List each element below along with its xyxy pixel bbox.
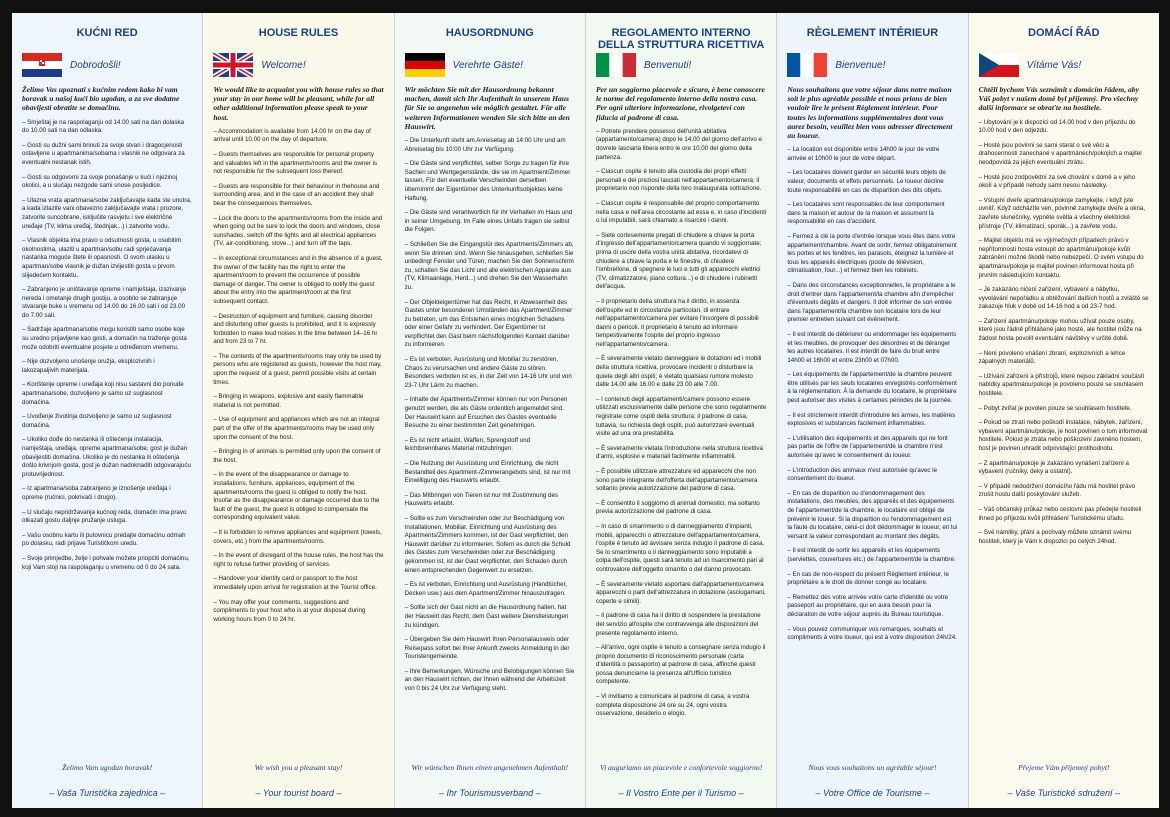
rule-item: – Lock the doors to the apartments/rooms from the inside and when going out be sure to lock the doors and windows, close sunshades, switch off the lights and all electrical appliances (TV, air-conditioning, stove...) and turn off the taps.: [213, 214, 383, 248]
closing-text: Wir wünschen Ihnen einen angenehmen Aufenthalt!: [411, 763, 569, 772]
rule-item: – Il proprietario della struttura ha il diritto, in assenza dell'ospite ed in circostanze particolari, di entrare nell'appartamento/camera per evitare l'insorgere di possibili danni o pericoli. Il proprietario è tenuto ad informare tempestivamente l'ospite del proprio ingresso nell'appartamento/camera.: [595, 297, 759, 348]
rule-item: – Guests are responsible for their behaviour in thehouse and surrounding area, and in the case of an accident they shall bear the consequences themselves.: [213, 182, 380, 207]
rule-item: – Sollte sich der Gast nicht an die Hausordnung halten, hat der Hauswirt das Recht, dem Gast weitere Dienstleistungen zu kündigen.: [404, 604, 569, 629]
closing-text: We wish you a pleasant stay!: [254, 763, 343, 772]
rule-item: – Nije dozvoljeno unošenje oružja, eksplozivnih i lakozapaljivih materijala.: [22, 358, 155, 374]
italy-flag-icon: [596, 53, 636, 77]
column-french: [777, 13, 968, 808]
rule-item: – The contents of the apartments/rooms may only be used by persons who are registered as guests, however the host may, upon the request of a guest, permit possible visits at certain times.: [213, 352, 382, 386]
rule-item: – Guests themselves are responsible for personal property and valuables left in the apartments/rooms and the owner is not responsible for the subsequent loss thereof.: [213, 151, 378, 176]
rules-list: [596, 128, 766, 719]
signature: – Votre Office de Tourisme –: [815, 788, 930, 798]
rule-item: – It is forbidden to remove appliances and equipment (towels, covers, etc.) from the apartments/rooms.: [213, 528, 382, 545]
rule-item: – Es ist verboten, Ausrüstung und Mobiliar zu zerstören, Chaos zu verursachen und andere Gäste zu stören. Besonders verboten ist es, in der Zeit von 14-16 Uhr und von 23-7 Uhr Lärm zu machen.: [404, 356, 572, 389]
rule-item: – Své námitky, přání a pochvaly můžete oznámit svému hostiteli, který je Vám k dispozici po celých 24hod.: [978, 529, 1132, 545]
rule-item: – Ciascun ospite è tenuto alla custodia dei propri effetti personali e dei preziosi lasciati nell'appartamento/camera; il proprietario non risponde della loro malaugurata sottrazione.: [595, 168, 762, 193]
rule-item: – Zabranjeno je uništavanje opreme i namještaja, izazivanje nereda i ometanje drugih gostiju, a osobito se zabranjuje stvaranje buke u vremenu od 14.00 do 16.00 sati i od 23.00 do 7.00 sati.: [22, 286, 187, 319]
uk-flag-icon: [213, 53, 253, 77]
rule-item: – È severamente vietato asportare dall'appartamento/camera apparecchi o parti dell'attrezzatura in dotazione (asciugamani, coperte e simili).: [595, 580, 766, 605]
closing-text: Nous vous souhaitons un agréable séjour!: [808, 763, 937, 772]
rule-item: – È severamente vietato danneggiare le dotazioni ed i mobili della struttura ricettiva, provocare incidenti o disturbare la quiete degli altri ospiti; è vietato qualsiasi rumore molesto dalle 14.00 alle 16.00 e dalle 23.00 alle 7.00.: [595, 355, 762, 389]
rule-item: – È severamente vietata l'introduzione nella struttura ricettiva d'armi, esplosivi e materiali facilmente infiammabili.: [595, 444, 763, 461]
rule-item: – You may offer your comments, suggestions and compliments to your host who is at your disposal during working hours from 0 to 24 hr.: [213, 598, 366, 623]
rule-item: – Bringing in weapons, explosive and easily flammable material is not permitted.: [213, 393, 364, 409]
rule-item: – È possibile utilizzare attrezzature ed apparecchi che non sono parte integrante dell'offerta dell'appartamento/camera soltanto previa autorizzazione del padrone di casa.: [595, 468, 758, 493]
signature: – Ihr Tourismusverband –: [438, 788, 541, 798]
column-title: DOMÁCÍ ŘÁD: [1028, 27, 1100, 39]
rule-item: – Gosti su odgovorni za svoje ponašanje u kući i njezinoj okolici, a u slučaju nezgode sami snose posljedice.: [22, 173, 178, 190]
rule-item: – Es ist verboten, Einrichtung und Ausrüstung (Handtücher, Decken usw.) aus dem Apartment/Zimmer hinauszutragen.: [404, 581, 568, 597]
column-title: RÈGLEMENT INTÉRIEUR: [806, 27, 939, 39]
column-italian: [586, 13, 777, 808]
rule-item: – En cas de non-respect du présent Règlement intérieur, le propriétaire a le droit de donner congé au locataire.: [787, 570, 949, 587]
flag-row: [596, 53, 766, 77]
column-czech: [969, 13, 1159, 808]
intro-text: Wir möchten Sie mit der Hausordnung bekannt machen, damit sich Ihr Aufenthalt in unserem Haus für Sie so angenehm wie möglich gestaltet. Für alle weiteren Informationen wenden Sie sich bitte an den Hauswirt.: [404, 85, 570, 131]
germany-flag-icon: [405, 53, 445, 77]
column-croatian: [12, 13, 203, 808]
signature: – Your tourist board –: [255, 788, 342, 798]
rule-item: – Accommodation is available from 14.00 hr on the day of arrival until 10.00 on the day of departure.: [213, 127, 371, 144]
signature: – Il Vostro Ente per il Turismo –: [618, 788, 744, 798]
rule-item: – Vašu osobnu kartu ili putovnicu predajte domaćinu odmah po dolasku, radi prijave Turističkom uredu.: [22, 531, 186, 548]
rule-item: – Inhalte der Apartments/Zimmer können nur von Personen genutzt werden, die als Gäste ordentlich angemeldet sind. Der Hauswirt kann auf Ersuchen des Gastes eventuelle Besuche zu einer bestimmten Zeit genehmigen.: [404, 396, 568, 430]
flag-row: [22, 53, 192, 77]
welcome-text: Dobrodošli!: [70, 59, 121, 71]
rules-list: [405, 137, 575, 694]
rule-item: – U slučaju nepridržavanja kućnog reda, domaćin ima pravo otkazati gostu daljnje pružanje usluga.: [22, 508, 187, 525]
rule-item: – Vous pouvez communiquer vos remarques, souhaits et compliments à votre loueur, qui est à votre disposition 24h/24.: [787, 625, 957, 642]
column-title: HOUSE RULES: [258, 27, 339, 39]
flag-row: [213, 53, 383, 77]
rule-item: – Z apartmánu/pokoje je zakázáno vynášení zařízení a vybavení (ručníky, deky a ostatní).: [978, 459, 1129, 476]
rule-item: – Vlasnik objekta ima pravo u odsutnosti gosta, u osobitim okolnostima, ulaziti u apartman/sobu radi sprječavanja nastanka moguće štete ili opasnosti. O svom ulasku u apartman/sobe vlasnik je dužan izvijestiti gosta u prvom slijedećem kontaktu.: [22, 237, 182, 279]
rule-item: – Ciascun ospite è responsabile del proprio comportamento nella casa e nell'area circostante ad essa e, in caso d'incidenti o lui imputabili, sarà chiamato a risarcire i danni.: [595, 199, 767, 225]
rule-item: – In exceptional circumstances and in the absence of a guest, the owner of the facility has the right to enter the apartment/room to prevent the occurrence of possible damage or danger. The owner is obliged to notify the guest about the entry into the apartment/room at the first subsequent contact.: [213, 254, 383, 305]
rule-item: – Iz apartmana/soba zabranjeno je iznošenje uređaja i opreme (ručnici, pokrivači i drugo).: [22, 485, 171, 501]
rule-item: – In caso di smarrimento o di danneggiamento d'impianti, mobili, apparecchi o attrezzature dell'appartamento/camera, l'ospite è tenuto ad avvisare senza indugio il padrone di casa. Se lo smarrimento o il danneggiamento sono imputabili a colpa dell'ospite, questi sarà tenuto ad un risarcimento pari al controvalore dell'oggetto smarrito o del danno provocato.: [595, 522, 765, 573]
rule-item: – Sadržaje apartmana/sobe mogu koristiti samo osobe koje su uredno prijavljene kao gosti, a domaćin na traženje gosta može odobriti eventualne posjete u određenom vremenu.: [22, 326, 187, 351]
rule-item: – Uvođenje životinja dozvoljeno je samo uz suglasnost domaćina.: [22, 413, 172, 429]
rule-item: – Die Gäste sind verantwortlich für ihr Verhalten im Haus und in seiner Umgebung. Im Falle eines Unfalls tragen sie selbst die Folgen.: [404, 209, 573, 234]
rule-item: – L'introduction des animaux n'est autorisée qu'avec le consentement du loueur.: [787, 466, 938, 483]
rule-item: – En cas de disparition ou d'endommagement des installations, des meubles, des appareils et des équipements de l'appartement/de la chambre, le locataire est obligé de prévenir le loueur. Si la disparition ou l'endommagement est la faute du locataire, celui-ci doit dédommager le loueur, en lui versant la valeur correspondant au montant des dégâts.: [787, 489, 958, 540]
flag-row: [979, 53, 1149, 77]
house-rules-sheet: [12, 13, 1159, 808]
rules-list: [213, 128, 383, 625]
closing-text: Želimo Vam ugodan boravak!: [62, 763, 153, 772]
welcome-text: Vítáme Vás!: [1026, 59, 1082, 71]
column-title: HAUSORDNUNG: [445, 27, 534, 39]
rule-item: – Gosti su dužni sami brinuti za svoje stvari i dragocjenosti ostavljene u apartmanima/sobama i vlasnik ne odgovara za eventualni nestanak istih.: [22, 141, 185, 166]
rule-item: – Bringing in of animals is permitted only upon the consent of the host.: [213, 448, 381, 464]
rule-item: – Korištenje opreme i uređaja koji nisu sastavni dio ponude apartmana/sobe, dozvoljeno je samo uz suglasnost domaćina.: [22, 381, 184, 406]
rule-item: – Ubytování je k dispozici od 14.00 hod v den příjezdu do 10.00 hod v den odjezdu.: [978, 118, 1136, 135]
rule-item: – È consentito il soggiorno di animali domestici, ma soltanto previa autorizzazione del padrone di casa.: [595, 499, 760, 516]
column-german: [395, 13, 586, 808]
rule-item: – Es ist nicht erlaubt, Waffen, Sprengstoff und leichtbrennbares Material mitzubringen.: [404, 436, 531, 453]
rule-item: – Il padrone di casa ha il diritto di sospendere la prestazione del servizio all'ospite che contravvenga alle disposizioni del presente regolamento interno.: [595, 612, 761, 637]
rule-item: – Fermez à clé la porte d'entrée lorsque vous êtes dans votre appartement/chambre. Avant de sortir, fermez obligatoirement les portes et les fenêtres, les parasols, éteignez la lumière et tous les appareils électriques (poste de télévision, climatisation, four...) et fermez bien les robinets.: [787, 232, 957, 275]
rule-item: – In the event of the disappearance or damage to installations, furniture, appliances, equipment of the apartments/rooms the guest is obliged to notify the host. Insofar as the disappearance or damage occurred due to the fault of the guest, the guest is obliged to compensate the corresponding equivalent value.: [213, 471, 380, 522]
rule-item: – Der Objekteigentümer hat das Recht, in Abwesenheit des Gastes unter besonderen Umständen das Apartment/Zimmer zu betreten, um das Entstehen eines möglichen Schadens oder einer Gefahr zu verhindert. Der Eigentümer ist verpflichtet den Gast beim nächstfolgenden Kontakt darüber zu informieren.: [404, 298, 573, 349]
rule-item: – Die Nutzung der Ausrüstung und Einrichtung, die nicht Bestandteil des Apartment-/Zimmerangebots sind, ist nur mit Einwilligung des Hauswirts erlaubt.: [404, 460, 571, 485]
intro-text: We would like to acquaint you with house rules so that your stay in our home will be pleasant, while for all other additional information please speak to your host.: [213, 85, 384, 122]
rule-item: – Il est interdit de sortir les appareils et les équipements (serviettes, couvertures etc.) de l'appartement/de la chambre.: [787, 547, 956, 563]
rule-item: – Ihre Bemerkungen, Wünsche und Belobigungen können Sie an den Hauswirt richten, der Ihnen während der Arbeitszeit von 0 bis 24 Uhr zur Verfügung steht.: [404, 667, 575, 693]
rule-item: – Dans des circonstances exceptionnelles, le propriétaire a le droit d'entrer dans l'appartement/la chambre afin d'empêcher d'éventuels dégâts et dangers. Il doit informer de son entrée dans l'appartement/la chambre son locataire lors de leur premier entretien suivant cet événement.: [787, 281, 956, 324]
rule-item: – Váš občanský průkaz nebo cestovní pas předejte hostiteli ihned po příjezdu kvůli přihlášení Turistickému úřadu.: [978, 505, 1142, 522]
rule-item: – Ulazna vrata apartmana/sobe zaključavajte kada ste unutra, a kada izlazite vani obavezno zaključavajte vrata i prozore, zatvorite suncobrane, isključite rasvjetu i sve električne uređaje (TV, klima uređaj, štednjak...) i zatvorite vodu.: [22, 196, 192, 230]
rule-item: – Vstupní dveře apartmánu/pokoje zamykejte, i když jste uvnitř. Když odcházíte ven, povinně zamykejte dveře a okna, zavřete slunečníky, vypněte světla a všechny elektrické přístroje (TV, klimatizaci, sporák...) a zavřete vodu.: [978, 196, 1146, 230]
rule-item: – Les équipements de l'appartement/de la chambre peuvent être utilisés par les seuls locataires enregistrés conformément à la réglementation. À la demande du locataire, le propriétaire peut autoriser des visites à certaines périodes de la journée.: [787, 371, 957, 405]
france-flag-icon: [787, 53, 827, 77]
intro-text: Želimo Vas upoznati s kućnim redom kako bi vam boravak u našoj kući bio ugodan, a za sve dodatne obavijesti obratite se domaćinu.: [22, 85, 180, 113]
rule-item: – Handover your identity card or passport to the host immediately upon arrival for registration at the Tourist office.: [213, 575, 377, 591]
rule-item: – Destruction of equipment and furniture, causing disorder and disturbing other guests is prohibited, and it is expressly forbidden to make loud noises in the time between 14–16 hr and from 23 to 7 hr.: [213, 312, 378, 346]
rule-item: – V případě nedodržení domácího řádu má hostitel právo zrušit hostu další poskytování služeb.: [978, 482, 1136, 499]
flag-row: [787, 53, 957, 77]
rule-item: – Není povoleno vnášení zbraní, explozivních a lehce zápalných materiálů.: [978, 349, 1126, 366]
welcome-text: Bienvenue!: [835, 59, 886, 71]
rule-item: – Smještaj je na raspolaganju od 14.00 sati na dan dolaska do 10.00 sati na dan odlaska.: [22, 118, 185, 135]
rule-item: – Die Unterkunft steht am Anreisetag ab 14:00 Uhr und am Abreisetag bis 10:00 Uhr zur Verfügung.: [404, 137, 566, 153]
closing-text: Přejeme Vám příjemný pobyt!: [1018, 763, 1110, 772]
rule-item: – Je zakázáno ničení zařízení, vybavení a nábytku, vyvolávání nepořádku a obtěžování dalších hostů a zvláště se zakazuje hluk v době od 14-16 hod a od 23-7 hod.: [978, 286, 1149, 311]
rule-item: – Remettez dès votre arrivée votre carte d'identité ou votre passeport au propriétaire, qui en aura besoin pour la déclaration de votre séjour auprès du Bureau touristique.: [787, 593, 949, 618]
rules-list: [979, 119, 1149, 547]
welcome-text: Welcome!: [261, 59, 306, 71]
rule-item: – Il est strictement interdit d'introduire les armes, les matières explosives et substances facilement inflammables.: [787, 411, 956, 428]
rule-item: – Das Mitbringen von Tieren ist nur mit Zustimmung des Hauswirts erlaubt.: [404, 491, 559, 508]
rule-item: – L'utilisation des équipements et des appareils qui ne font pas partie de l'offre de l'appartement/de la chambre n'est autorisée qu'avec le consentement du loueur.: [787, 434, 948, 460]
rule-item: – I contenuti degli appartamenti/camere possono essere utilizzati esclusivamente dalle persone che sono regolarmente registrate come ospiti della struttura; il padrone di casa, tuttavia, su richiesta degli ospiti, può autorizzare eventuali visite ad una ora prestabilita.: [595, 395, 767, 438]
rule-item: – In the event of disregard of the house rules, the host has the right to refuse further providing of services.: [213, 552, 384, 568]
croatia-flag-icon: [22, 53, 62, 77]
rule-item: – Pobyt zvířat je povolen pouze se souhlasem hostitele.: [978, 404, 1132, 412]
rule-item: – Use of equipment and appliances which are not an integral part of the offer of the apartments/rooms may be used only upon the consent of the host.: [213, 416, 380, 441]
signature: – Vaše Turistické sdružení –: [1007, 788, 1121, 798]
flag-row: [405, 53, 575, 77]
rules-list: [787, 146, 957, 643]
rule-item: – Zařízení apartmánu/pokoje mohou užívat pouze osoby, které jsou řádně přihlášené jako hosté, ale hostitel může na žádost hosta povolit eventuální návštěvy v určité době.: [978, 317, 1142, 343]
rule-item: – Ukoliko dođe do nestanka ili oštećenja instalacija, namještaja, uređaja, opreme apartmana/sobe, gost je dužan obavijestiti domaćina. Ukoliko je do nestanka ili oštećenja došlo krivnjom gosta, gost je dužan nadoknaditi odgovarajuću protuvrijednost.: [22, 436, 191, 478]
rule-item: – Die Gäste sind verpflichtet, selber Sorge zu tragen für ihre Sachen und Wertgegenstände, die sie im Apartment/Zimmer lassen. Für den eventuelle Verschwinden derselben übernimmt der Eigentümer des Unterkunftsobjektes keine Haftung.: [404, 160, 571, 202]
intro-text: Per un soggiorno piacevole e sicuro, è bene conoscere le norme del regolamento interno della nostra casa. Per ogni ulteriore informazione, rivolgetevi con fiducia al padrone di casa.: [595, 85, 765, 122]
rule-item: – Hosté jsou povinni se sami starat o své věci a drahocennosti zanechané v apartmánech/pokojích a majitel neodpovídá za jejich eventuální ztrátu.: [978, 141, 1142, 166]
rule-item: – Sollte es zum Verschwinden oder zur Beschädigung von Installationen, Mobiliar, Einrichtung und Ausrüstung des Apartments/Zimmers kommen, ist der Gast verpflichtet, den Hauswirt darüber zu informieren. Sofern es durch die Schuld des Gastes zum Verschwinden oder zur Beschädigung gekommen ist, ist der Gast verpflichtet, den Schaden durch einen entsprechenden Gegenwert zu ersetzen.: [404, 514, 571, 574]
rule-item: – Majitel objektu má ve výjimečných případech právo v nepřítomnosti hosta vstoupit do apartmánu/pokoje kvůli zabránění možné škodě nebo nebezpečí. O svém vstupu do apartmánu/pokoje je majitel povinen informovat hosta při prvním následujícím kontaktu.: [978, 237, 1144, 279]
rule-item: – Übergeben Sie dem Hauswirt Ihren Personalausweis oder Reisepass sofort bei Ihrer Ankunft zwecks Anmeldung in der Touristengemeinde.: [404, 636, 570, 661]
rule-item: – Svoje primjedbe, želje i pohvale možete priopćiti domaćinu, koji Vam stoji na raspolaganju u vremenu od 0 do 24 sata.: [22, 554, 190, 571]
intro-text: Chtěli bychom Vás seznámit s domácím řádem, aby Váš pobyt v našem domě byl příjemný. Pro všechny další informace se obraťte na hostitele.: [978, 85, 1139, 113]
welcome-text: Benvenuti!: [643, 59, 692, 71]
intro-text: Nous souhaitons que votre séjour dans notre maison soit le plus agréable possible et nous prions de bien vouloir lire le présent Règlement intérieur. Pour toutes les informations supplémentaires dont vous aurez besoin, veuillez bien vous adresser directement au loueur.: [787, 85, 953, 141]
welcome-text: Verehrte Gäste!: [452, 59, 523, 71]
czech-flag-icon: [979, 53, 1019, 77]
rule-item: – Užívání zařízení a přístrojů, které nejsou základní součástí nabídky apartmánu/pokoje je povoleno pouze se souhlasem hostitele.: [978, 372, 1145, 398]
rule-item: – La location est disponible entre 14h00 le jour de votre arrivée et 10h00 le jour de votre départ.: [787, 146, 940, 162]
rules-list: [22, 119, 192, 573]
column-title: REGOLAMENTO INTERNO DELLA STRUTTURA RICETTIVA: [597, 27, 765, 51]
rule-item: – Vi invitiamo a comunicare al padrone di casa, a vostra completa disposizione 24 ore su 24, ogni vostra osservazione, desiderio o elogio.: [595, 693, 750, 718]
rule-item: – Potrete prendere possesso dell'unità abitativa (appartamento/camera) dopo le 14.00 del giorno dell'arrivo e dovrete lasciarla libera entro le ore 10.00 del giorno della partenza.: [595, 127, 762, 161]
closing-text: Vi auguriamo un piacevole e confortevole soggiorno!: [600, 763, 763, 772]
column-english: [203, 13, 394, 808]
rule-item: – Il est interdit de détériorer ou endommager les équipements et les meubles, de provoquer des désordres et de déranger les autres locataires. Il est interdit de faire du bruit entre 14h00 et 16h00 et entre 23h00 et 07h00.: [787, 330, 957, 364]
rule-item: – Hosté jsou zodpovědní za své chování v domě a v jeho okolí a v případě nehody sami nesou následky.: [978, 173, 1136, 190]
rule-item: – Pokud se ztratí nebo poškodí instalace, nábytek, zařízení, vybavení apartmánu/pokoje, je host povinen o tom informovat hostitele. Pokud je ztráta nebo poškození zaviněno hostem, host je povinen uhradit odpovídající protihodnotu.: [978, 419, 1148, 453]
rule-item: – Les locataires sont responsables de leur comportement dans la maison et autour de la maison et assument la responsabilité en cas d'accident.: [787, 201, 945, 226]
rule-item: – All'arrivo, ogni ospite è tenuto a consegnare senza indugio il proprio documento di riconoscimento personale (carta d'identità o passaporto) al padrone di casa, affinché questi possa denunciarne la presenza all'Ufficio turistico competente.: [595, 644, 766, 686]
rule-item: – Schließen Sie die Eingangstür des Apartments/Zimmers ab, wenn Sie drinnen sind. Wenn Sie hinausgehen, schließen Sie unbedingt Fenster und Türen, machen Sie den Sonnenschirm zu, schalten Sie das Licht und alle elektrischen Apparate aus (TV, Klimaanlage, Herd...) und drehen Sie den Wasserhahn zu.: [404, 240, 574, 291]
rule-item: – Siete cortesemente pregati di chiudere a chiave la porta d'ingresso dell'appartamento/camera quando vi soggiornate; prima di uscire della vostra unità abitativa, ricordatevi di chiudere a chiave la porta e le finestre, di chiudere l'ombrellone, di spegnere le luci e tutti gli apparecchi elettrici (TV, climatizzatore, piano cottura...) e di chiudere i rubinetti dell'acqua.: [595, 231, 762, 291]
column-title: KUĆNI RED: [76, 27, 138, 39]
rule-item: – Les locataires doivent garder en sécurité leurs objets de valeur, documents et effets personnels. Le loueur décline toute responsabilité en cas de disparition des dits objets.: [787, 169, 946, 194]
signature: – Vaša Turistička zajednica –: [49, 788, 166, 798]
